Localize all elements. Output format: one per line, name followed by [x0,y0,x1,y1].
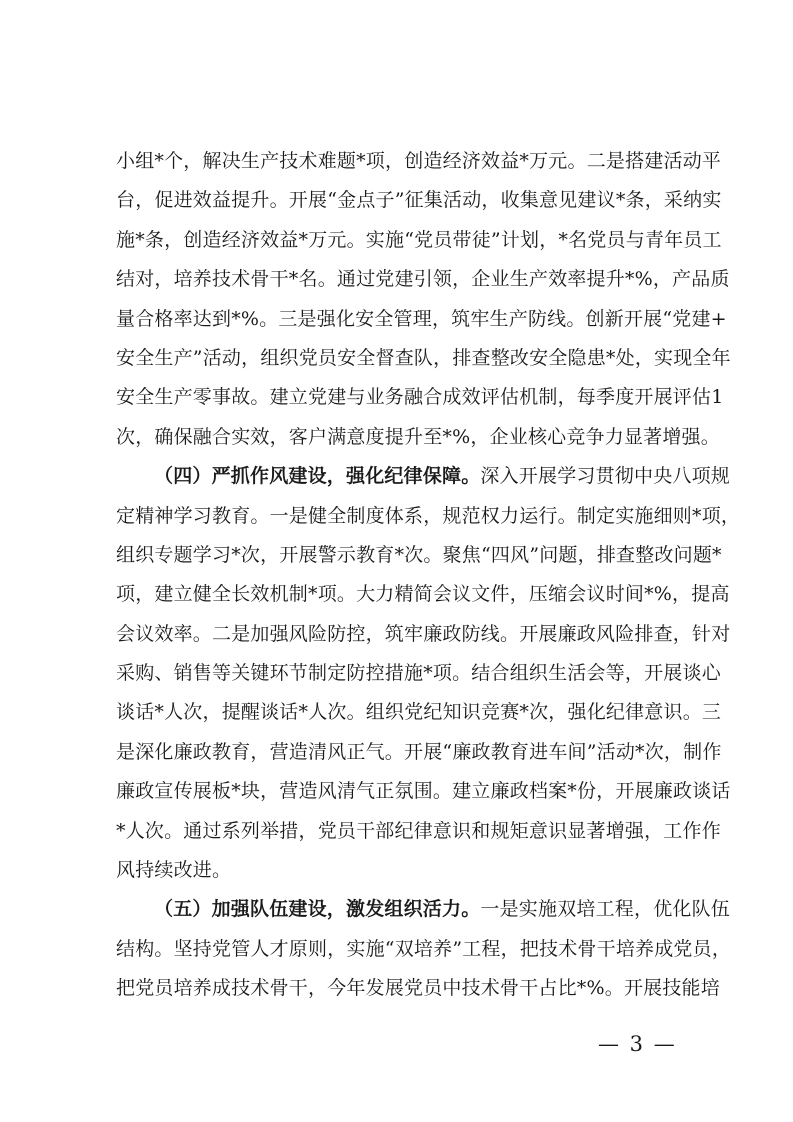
text-line: 定精神学习教育。一是健全制度体系，规范权力运行。制定实施细则*项， [116,504,741,527]
text-line: 台，促进效益提升。开展“金点子”征集活动，收集意见建议*条，采纳实 [116,189,722,212]
text-line: 采购、销售等关键环节制定防控措施*项。结合组织生活会等，开展谈心 [116,662,721,685]
text-line: 谈话*人次，提醒谈话*人次。组织党纪知识竞赛*次，强化纪律意识。三 [116,701,722,724]
text-line: 项，建立健全长效机制*项。大力精简会议文件，压缩会议时间*%，提高 [116,583,730,606]
text-line: 施*条，创造经济效益*万元。实施“党员带徒”计划，*名党员与青年员工 [116,228,722,251]
text-line: 结构。坚持党管人才原则，实施“双培养”工程，把技术骨干培养成党员， [116,937,732,960]
text-fragment: 一是实施双培工程，优化队伍 [480,898,731,921]
text-line: 廉政宣传展板*块，营造风清气正氛围。建立廉政档案*份，开展廉政谈话 [116,780,731,803]
text-line: 小组*个，解决生产技术难题*项，创造经济效益*万元。二是搭建活动平 [116,150,722,172]
text-line: 是深化廉政教育，营造清风正气。开展“廉政教育进车间”活动*次，制作 [116,740,722,763]
text-line: 安全生产零事故。建立党建与业务融合成效评估机制，每季度开展评估1 [116,386,724,409]
paragraph-first-line [116,890,731,929]
text-line: 风持续改进。 [116,859,232,882]
text-line: 量合格率达到*%。三是强化安全管理，筑牢生产防线。创新开展“党建+ [116,307,727,330]
page-number: — 3 — [598,1032,677,1056]
text-line: 次，确保融合实效，客户满意度提升至*%，企业核心竞争力显著增强。 [116,425,720,448]
text-line: 安全生产”活动，组织党员安全督查队，排查整改安全隐患*处，实现全年 [116,346,731,369]
text-line: 组织专题学习*次，开展警示教育*次。聚焦“四风”问题，排查整改问题* [116,543,722,566]
text-line: *人次。通过系列举措，党员干部纪律意识和规矩意识显著增强，工作作 [116,819,721,842]
paragraph-first-line [116,457,731,496]
body-text [116,142,741,1009]
text-line: 会议效率。二是加强风险防控，筑牢廉政防线。开展廉政风险排查，针对 [116,622,731,645]
text-line: 结对，培养技术骨干*名。通过党建引领，企业生产效率提升*%，产品质 [116,268,730,291]
section-heading-five: （五）加强队伍建设，激发组织活力。 [154,898,481,921]
text-line: 把党员培养成技术骨干，今年发展党员中技术骨干占比*%。开展技能培 [116,977,720,1000]
section-heading-four: （四）严抓作风建设，强化纪律保障。 [154,465,481,488]
text-fragment: 深入开展学习贯彻中央八项规 [480,465,731,488]
